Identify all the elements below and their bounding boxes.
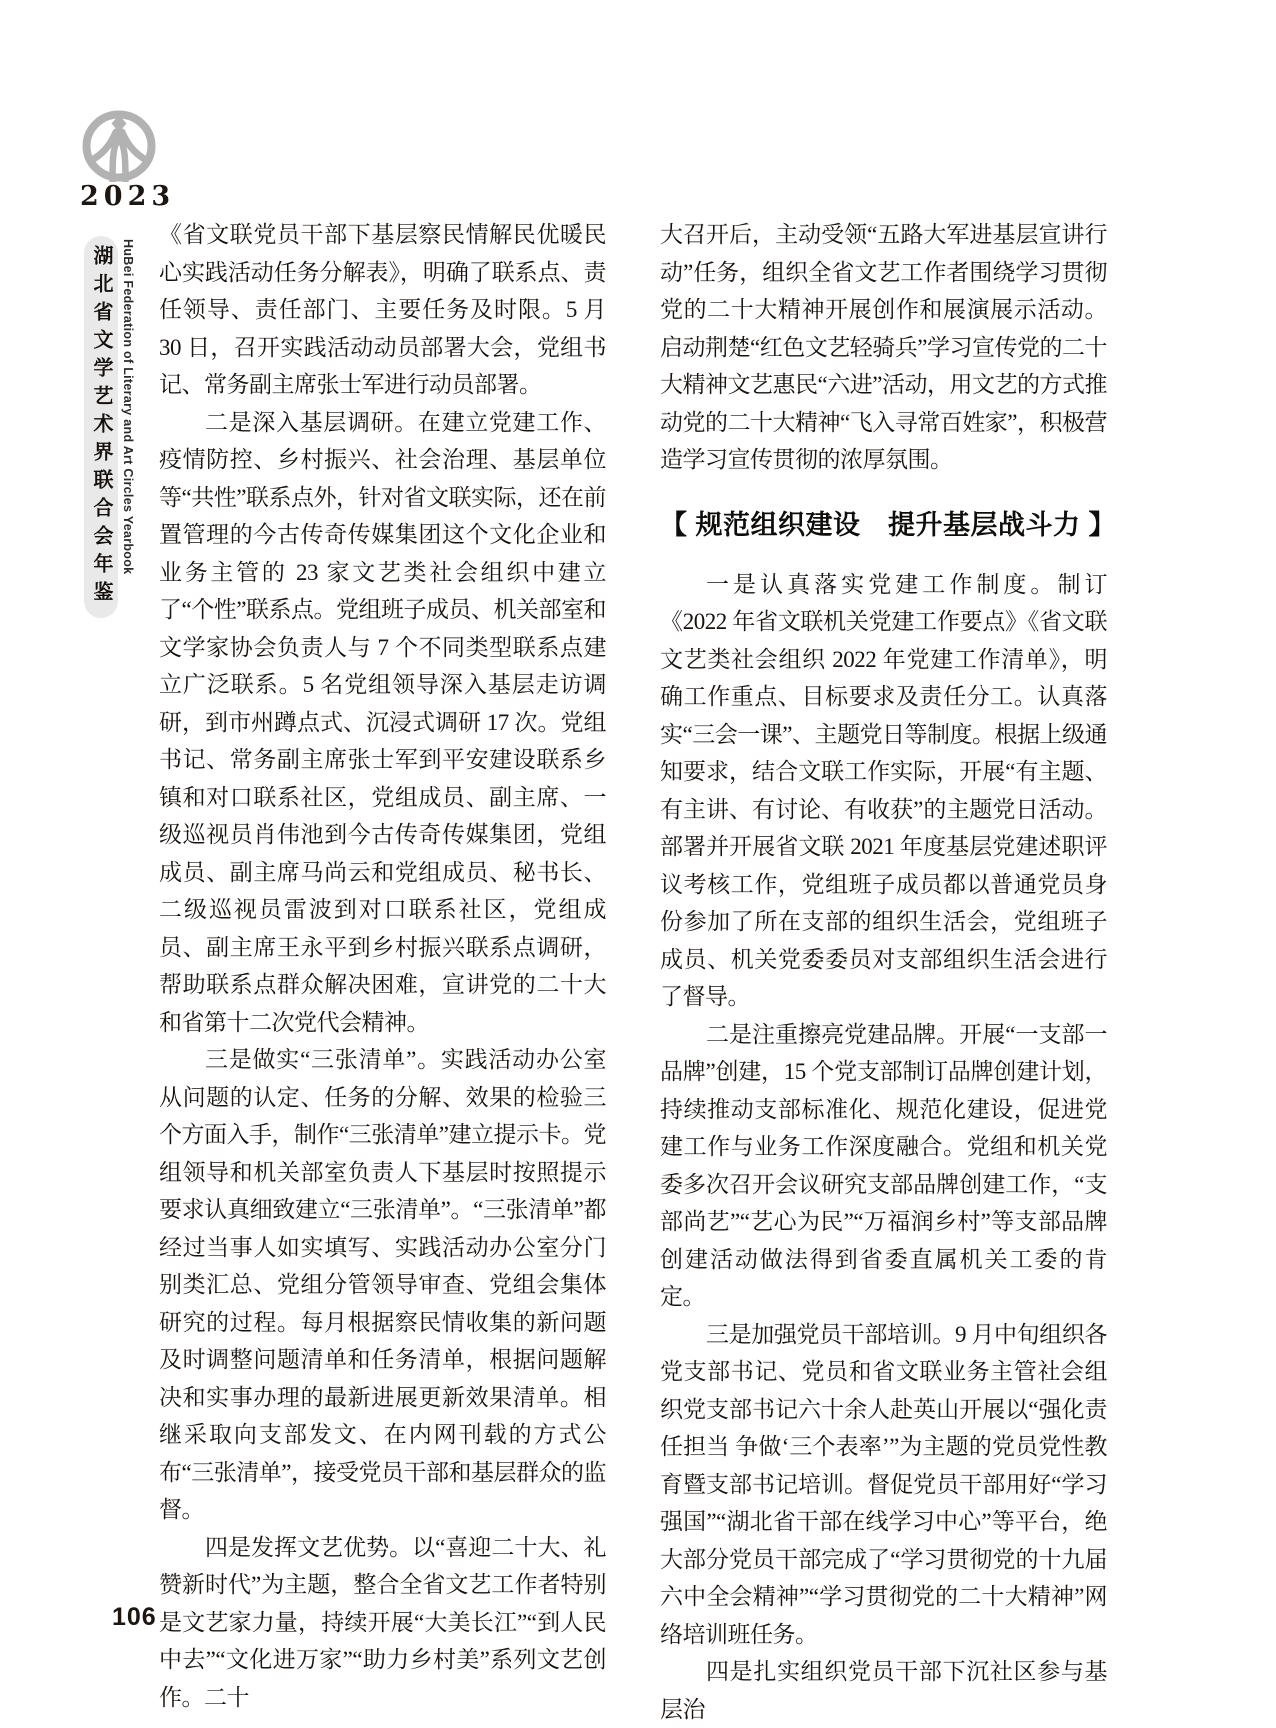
left-column	[159, 216, 606, 1716]
right-column	[660, 216, 1107, 1728]
year-label: 2023	[80, 181, 175, 212]
paragraph: 二是深入基层调研。在建立党建工作、疫情防控、乡村振兴、社会治理、基层单位等“共性”联系点外，针对省文联实际，还在前置管理的今古传奇传媒集团这个文化企业和业务主管的 23 家文艺类社会组织中建立了“个性”联系点。党组班子成员、机关部室和文学家协会负责人与 7 个不同类型联系点建立广泛联系。5 名党组领导深入基层走访调研，到市州蹲点式、沉浸式调研 17 次。党组书记、常务副主席张士军到平安建设联系乡镇和对口联系社区，党组成员、副主席、一级巡视员肖伟池到今古传奇传媒集团，党组成员、副主席马尚云和党组成员、秘书长、二级巡视员雷波到对口联系社区，党组成员、副主席王永平到乡村振兴联系点调研，帮助联系点群众解决困难，宣讲党的二十大和省第十二次党代会精神。	[159, 404, 606, 1042]
page-number: 106	[112, 1603, 157, 1632]
paragraph: 三是做实“三张清单”。实践活动办公室从问题的认定、任务的分解、效果的检验三个方面入手，制作“三张清单”建立提示卡。党组领导和机关部室负责人下基层时按照提示要求认真细致建立“三张清单”。“三张清单”都经过当事人如实填写、实践活动办公室分门别类汇总、党组分管领导审查、党组会集体研究的过程。每月根据察民情收集的新问题及时调整问题清单和任务清单，根据问题解决和实事办理的最新进展更新效果清单。相继采取向支部发文、在内网刊载的方式公布“三张清单”，接受党员干部和基层群众的监督。	[159, 1041, 606, 1529]
right-column-bottom	[660, 566, 1107, 1728]
paragraph: 一是认真落实党建工作制度。制订《2022 年省文联机关党建工作要点》《省文联文艺类社会组织 2022 年党建工作清单》，明确工作重点、目标要求及责任分工。认真落实“三会一课”、主题党日等制度。根据上级通知要求，结合文联工作实际，开展“有主题、有主讲、有讨论、有收获”的主题党日活动。部署并开展省文联 2021 年度基层党建述职评议考核工作，党组班子成员都以普通党员身份参加了所在支部的组织生活会，党组班子成员、机关党委委员对支部组织生活会进行了督导。	[660, 566, 1107, 1016]
paragraph: 大召开后，主动受领“五路大军进基层宣讲行动”任务，组织全省文艺工作者围绕学习贯彻党的二十大精神开展创作和展演展示活动。启动荆楚“红色文艺轻骑兵”学习宣传党的二十大精神文艺惠民“六进”活动，用文艺的方式推动党的二十大精神“飞入寻常百姓家”，积极营造学习宣传贯彻的浓厚氛围。	[660, 216, 1107, 479]
federation-logo-icon	[79, 110, 159, 186]
section-header: 【 规范组织建设 提升基层战斗力 】	[660, 505, 1107, 545]
paragraph: 三是加强党员干部培训。9 月中旬组织各党支部书记、党员和省文联业务主管社会组织党支部书记六十余人赴英山开展以“强化责任担当 争做‘三个表率’”为主题的党员党性教育暨支部书记培训。督促党员干部用好“学习强国”“湖北省干部在线学习中心”等平台，绝大部分党员干部完成了“学习贯彻党的十九届六中全会精神”“学习贯彻党的二十大精神”网络培训班任务。	[660, 1316, 1107, 1654]
paragraph: 四是发挥文艺优势。以“喜迎二十大、礼赞新时代”为主题，整合全省文艺工作者特别是文艺家力量，持续开展“大美长江”“到人民中去”“文化进万家”“助力乡村美”系列文艺创作。二十	[159, 1529, 606, 1717]
paragraph: 四是扎实组织党员干部下沉社区参与基层治	[660, 1653, 1107, 1728]
paragraph: 二是注重擦亮党建品牌。开展“一支部一品牌”创建，15 个党支部制订品牌创建计划，持续推动支部标准化、规范化建设，促进党建工作与业务工作深度融合。党组和机关党委多次召开会议研究支部品牌创建工作，“支部尚艺”“艺心为民”“万福润乡村”等支部品牌创建活动做法得到省委直属机关工委的肯定。	[660, 1016, 1107, 1316]
paragraph: 《省文联党员干部下基层察民情解民优暖民心实践活动任务分解表》，明确了联系点、责任领导、责任部门、主要任务及时限。5 月 30 日，召开实践活动动员部署大会，党组书记、常务副主席张士军进行动员部署。	[159, 216, 606, 404]
sidebar-title-bar	[84, 236, 118, 618]
right-column-top	[660, 216, 1107, 479]
sidebar-title-en: HuBei Federation of Literary and Art Circles Yearbook	[121, 239, 135, 629]
sidebar-title-cn: 湖北省文学艺术界联合会年鉴	[84, 245, 118, 609]
